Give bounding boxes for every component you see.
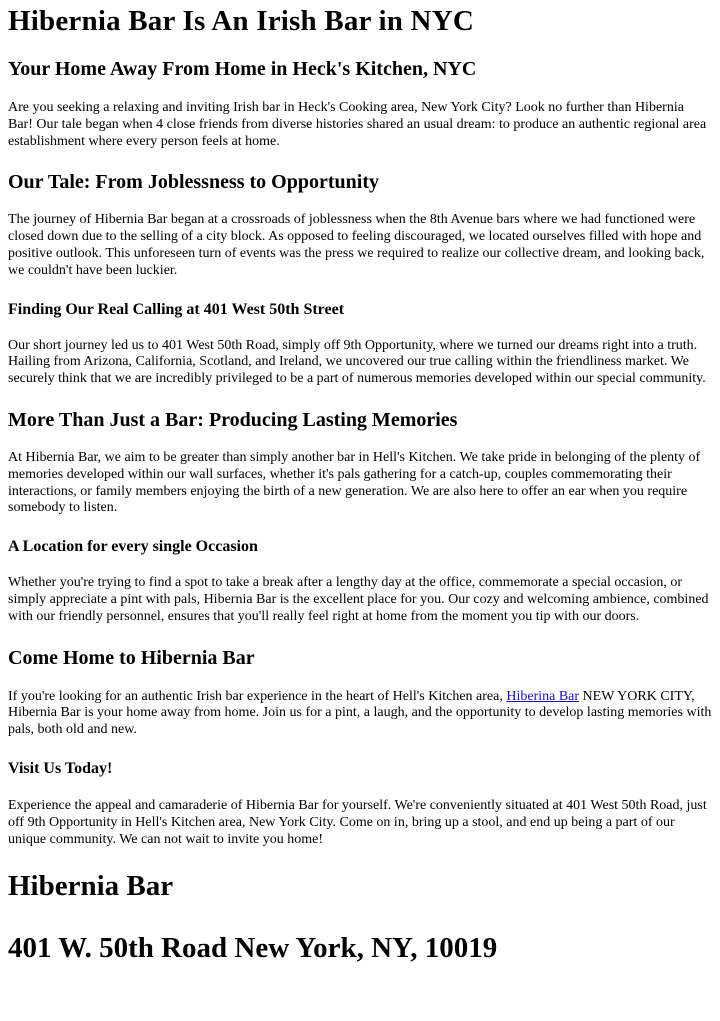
section-text-home: Are you seeking a relaxing and inviting Irish bar in Heck's Cooking area, New York City? Look no further than Hibernia Bar! Our tale began when 4 close friends from diverse histories shared an usual dream: to produce an authentic regional area establishment where every person feels at home. xyxy=(8,100,707,149)
section-text-calling: Our short journey led us to 401 West 50th Road, simply off 9th Opportunity, where we turned our dreams right into a truth. Hailing from Arizona, California, Scotland, and Ireland, we uncovered our true calling within the friendliness market. We securely think that we are incredibly privileged to be a part of numerous memories developed within our special community. xyxy=(8,337,706,387)
page-title: Hibernia Bar Is An Irish Bar in NYC xyxy=(8,5,474,37)
section-text-tale: The journey of Hibernia Bar began at a crossroads of joblessness when the 8th Avenue bars where we had functioned were closed down due to the selling of a city block. As opposed to feeling discouraged, we located ourselves filled with hope and positive outlook. This unforeseen turn of events was the press we required to realize our collective dream, and looking back, we couldn't have been luckier. xyxy=(8,212,705,278)
come-home-text-before-link: If you're looking for an authentic Irish bar experience in the heart of Hell's Kitchen area, xyxy=(8,688,507,704)
section-heading-tale: Our Tale: From Joblessness to Opportunity xyxy=(8,171,379,194)
come-home-text-after-link: NEW YORK CITY, Hibernia Bar is your home away from home. Join us for a pint, a laugh, and the opportunity to develop lasting memories with pals, both old and new. xyxy=(8,688,712,738)
section-text-occasion: Whether you're trying to find a spot to take a break after a lengthy day at the office, commemorate a special occasion, or simply appreciate a pint with pals, Hibernia Bar is the excellent place for you. Our cozy and welcoming ambience, combined with our friendly personnel, ensures that you'll really feel right at home from the moment you tip with our doors. xyxy=(8,575,709,624)
footer-address: 401 W. 50th Road New York, NY, 10019 xyxy=(8,932,498,965)
section-heading-memories: More Than Just a Bar: Producing Lasting Memories xyxy=(8,408,458,431)
section-heading-home: Your Home Away From Home in Heck's Kitchen, NYC xyxy=(8,58,477,80)
section-text-come-home xyxy=(8,689,712,739)
section-text-visit: Experience the appeal and camaraderie of Hibernia Bar for yourself. We're conveniently situated at 401 West 50th Road, just off 9th Opportunity in Hell's Kitchen area, New York City. Come on in, bring up a stool, and end up being a part of our unique community. We can not wait to invite you home! xyxy=(8,797,707,847)
footer-business-name: Hibernia Bar xyxy=(8,870,174,903)
section-heading-come-home: Come Home to Hibernia Bar xyxy=(8,646,255,669)
section-heading-occasion: A Location for every single Occasion xyxy=(8,538,258,556)
hibernia-bar-link[interactable]: Hiberina Bar xyxy=(506,688,580,704)
section-heading-visit: Visit Us Today! xyxy=(8,759,113,777)
section-text-memories: At Hibernia Bar, we aim to be greater than simply another bar in Hell's Kitchen. We take pride in belonging of the plenty of memories developed within our wall surfaces, whether it's pals gathering for a catch-up, couples commemorating their interactions, or family members enjoying the birth of a new generation. We are also here to offer an ear when you require somebody to listen. xyxy=(8,449,701,516)
article xyxy=(0,4,712,965)
section-heading-calling: Finding Our Real Calling at 401 West 50th Street xyxy=(8,300,345,318)
